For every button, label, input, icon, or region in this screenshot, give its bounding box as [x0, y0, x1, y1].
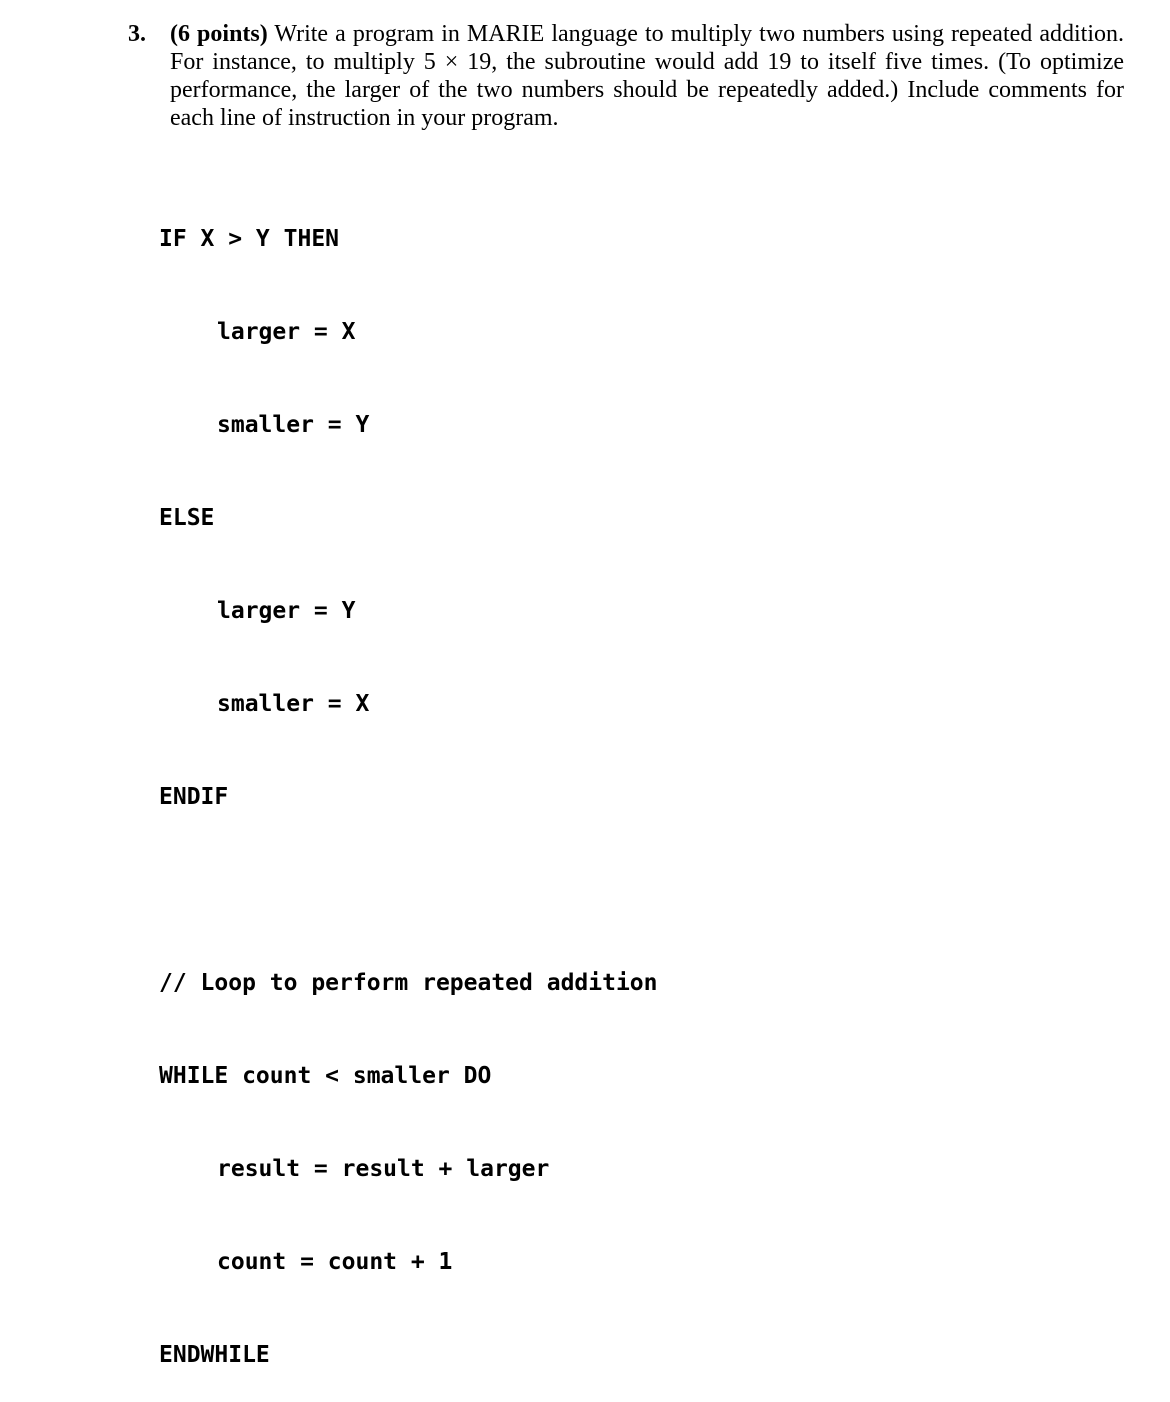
- code-line-blank: [159, 875, 658, 906]
- code-line-else: ELSE: [159, 505, 215, 531]
- pseudocode-block: [159, 162, 658, 1402]
- code-line-count: count = count + 1: [217, 1249, 453, 1275]
- code-line-if: IF X > Y THEN: [159, 226, 340, 252]
- code-line-smaller-x: smaller = X: [217, 691, 370, 717]
- code-line-while: WHILE count < smaller DO: [159, 1063, 492, 1089]
- code-line-result: result = result + larger: [217, 1156, 550, 1182]
- code-line-comment: // Loop to perform repeated addition: [159, 970, 658, 996]
- question-body: Write a program in MARIE language to multiply two numbers using repeated addition. For instance, to multiply 5 × 19, the subroutine would add 19 to itself five times. (To optimize performance, the larger of the two numbers should be repeatedly added.) Include comments for each line of instruction in your program.: [170, 21, 1124, 131]
- question-text: [170, 20, 1124, 132]
- code-line-endif: ENDIF: [159, 784, 229, 810]
- code-line-larger-y: larger = Y: [217, 598, 356, 624]
- code-line-endwhile: ENDWHILE: [159, 1342, 270, 1368]
- question-block: [128, 20, 1124, 132]
- code-line-larger-x: larger = X: [217, 319, 356, 345]
- question-points: (6 points): [170, 21, 268, 47]
- question-number: 3.: [128, 21, 146, 47]
- code-line-smaller-y: smaller = Y: [217, 412, 370, 438]
